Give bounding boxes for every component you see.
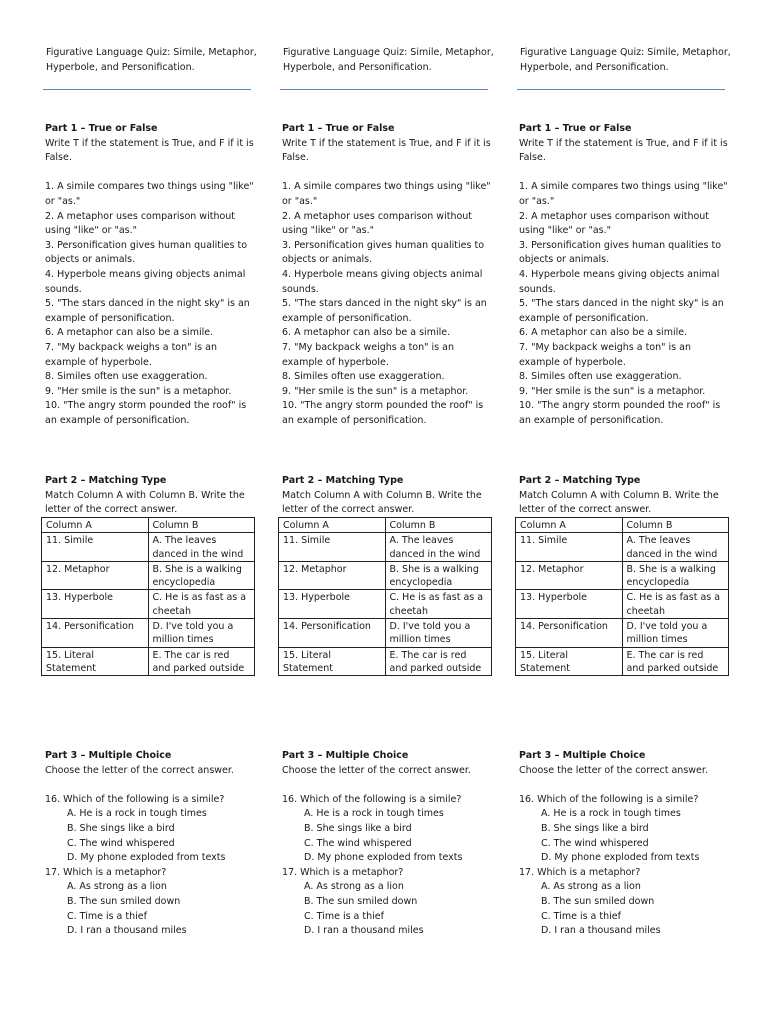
table-row <box>516 590 729 619</box>
part1-heading: Part 1 – True or False <box>282 123 395 134</box>
tf-item: 6. A metaphor can also be a simile. <box>519 327 688 339</box>
tf-item: 1. A simile compares two things using "like" or "as." <box>519 181 728 207</box>
column-b-cell: A. The leaves danced in the wind <box>622 533 729 562</box>
tf-item: 3. Personification gives human qualities to objects or animals. <box>519 239 722 266</box>
mc-option: D. I ran a thousand miles <box>67 925 187 937</box>
mc-question: 16. Which of the following is a simile? <box>282 793 462 805</box>
quiz-copy-1 <box>45 46 257 937</box>
mc-option: C. Time is a thief <box>304 910 384 922</box>
matching-table <box>515 517 729 676</box>
mc-question: 17. Which is a metaphor? <box>519 866 641 878</box>
part2-section <box>519 474 731 674</box>
tf-item: 4. Hyperbole means giving objects animal sounds. <box>519 268 720 295</box>
table-row <box>42 561 255 590</box>
column-a-cell: 11. Simile <box>42 533 149 562</box>
part1-section <box>45 122 257 428</box>
quiz-copy-2 <box>282 46 494 937</box>
mc-option: C. Time is a thief <box>541 910 621 922</box>
part1-heading: Part 1 – True or False <box>519 123 632 134</box>
column-b-cell: B. She is a walking encyclopedia <box>148 561 255 590</box>
mc-option: D. I ran a thousand miles <box>541 925 661 937</box>
column-a-cell: 12. Metaphor <box>42 561 149 590</box>
tf-item: 9. "Her smile is the sun" is a metaphor. <box>45 385 232 397</box>
quiz-title: Figurative Language Quiz: Simile, Metaphor, Hyperbole, and Personification. <box>46 47 257 73</box>
column-a-cell: 12. Metaphor <box>516 561 623 590</box>
mc-question: 16. Which of the following is a simile? <box>519 793 699 805</box>
tf-item: 2. A metaphor uses comparison without using "like" or "as." <box>45 210 236 237</box>
tf-item: 9. "Her smile is the sun" is a metaphor. <box>519 385 706 397</box>
table-row <box>279 647 492 676</box>
table-row <box>516 533 729 562</box>
mc-option: B. The sun smiled down <box>304 895 418 907</box>
tf-item: 8. Similes often use exaggeration. <box>519 371 682 383</box>
column-a-cell: 15. Literal Statement <box>516 647 623 676</box>
part2-section <box>282 474 494 674</box>
column-a-cell: 14. Personification <box>279 619 386 648</box>
mc-option: A. As strong as a lion <box>541 881 641 893</box>
column-a-cell: 15. Literal Statement <box>279 647 386 676</box>
column-a-cell: 14. Personification <box>42 619 149 648</box>
column-b-cell: A. The leaves danced in the wind <box>148 533 255 562</box>
mc-option: D. My phone exploded from texts <box>541 852 700 864</box>
matching-table <box>278 517 492 676</box>
mc-option: A. He is a rock in tough times <box>541 808 681 820</box>
matching-table <box>41 517 255 676</box>
part2-instruction: Match Column A with Column B. Write the letter of the correct answer. <box>282 489 482 516</box>
column-a-header: Column A <box>279 518 386 533</box>
tf-item: 9. "Her smile is the sun" is a metaphor. <box>282 385 469 397</box>
mc-option: B. She sings like a bird <box>67 822 175 834</box>
column-a-cell: 15. Literal Statement <box>42 647 149 676</box>
table-row <box>42 619 255 648</box>
part3-section <box>282 749 494 939</box>
mc-option: D. My phone exploded from texts <box>304 852 463 864</box>
mc-option: A. He is a rock in tough times <box>67 808 207 820</box>
table-header-row <box>42 518 255 533</box>
tf-item: 10. "The angry storm pounded the roof" is an example of personification. <box>282 400 484 426</box>
tf-item: 4. Hyperbole means giving objects animal sounds. <box>282 268 483 295</box>
column-b-cell: B. She is a walking encyclopedia <box>622 561 729 590</box>
tf-item: 7. "My backpack weighs a ton" is an example of hyperbole. <box>282 341 454 368</box>
table-row <box>279 590 492 619</box>
part3-heading: Part 3 – Multiple Choice <box>519 750 646 761</box>
table-row <box>279 533 492 562</box>
tf-item: 5. "The stars danced in the night sky" is an example of personification. <box>519 298 724 324</box>
part2-instruction: Match Column A with Column B. Write the letter of the correct answer. <box>519 489 719 516</box>
column-b-header: Column B <box>148 518 255 533</box>
part3-section <box>45 749 257 939</box>
tf-item: 10. "The angry storm pounded the roof" is an example of personification. <box>519 400 721 426</box>
table-row <box>42 647 255 676</box>
column-b-cell: C. He is as fast as a cheetah <box>385 590 492 619</box>
tf-item: 7. "My backpack weighs a ton" is an example of hyperbole. <box>45 341 217 368</box>
mc-option: D. My phone exploded from texts <box>67 852 226 864</box>
table-row <box>516 561 729 590</box>
column-b-cell: E. The car is red and parked outside <box>622 647 729 676</box>
mc-option: A. As strong as a lion <box>304 881 404 893</box>
column-a-cell: 11. Simile <box>516 533 623 562</box>
mc-option: C. The wind whispered <box>304 837 412 849</box>
mc-option: B. The sun smiled down <box>541 895 655 907</box>
table-row <box>516 647 729 676</box>
column-b-cell: B. She is a walking encyclopedia <box>385 561 492 590</box>
tf-item: 5. "The stars danced in the night sky" is an example of personification. <box>45 298 250 324</box>
tf-item: 10. "The angry storm pounded the roof" is an example of personification. <box>45 400 247 426</box>
column-b-cell: E. The car is red and parked outside <box>148 647 255 676</box>
title-underline <box>43 89 251 90</box>
column-b-cell: D. I've told you a million times <box>148 619 255 648</box>
title-underline <box>517 89 725 90</box>
tf-item: 6. A metaphor can also be a simile. <box>282 327 451 339</box>
tf-item: 3. Personification gives human qualities to objects or animals. <box>282 239 485 266</box>
column-a-cell: 13. Hyperbole <box>42 590 149 619</box>
mc-option: D. I ran a thousand miles <box>304 925 424 937</box>
part1-heading: Part 1 – True or False <box>45 123 158 134</box>
table-row <box>42 533 255 562</box>
part3-section <box>519 749 731 939</box>
mc-question: 17. Which is a metaphor? <box>282 866 404 878</box>
tf-item: 2. A metaphor uses comparison without using "like" or "as." <box>282 210 473 237</box>
mc-option: C. Time is a thief <box>67 910 147 922</box>
column-b-header: Column B <box>385 518 492 533</box>
mc-option: A. As strong as a lion <box>67 881 167 893</box>
mc-question: 16. Which of the following is a simile? <box>45 793 225 805</box>
column-a-cell: 11. Simile <box>279 533 386 562</box>
part1-instruction: Write T if the statement is True, and F if it is False. <box>45 137 254 164</box>
tf-item: 1. A simile compares two things using "like" or "as." <box>282 181 491 207</box>
part1-instruction: Write T if the statement is True, and F if it is False. <box>519 137 728 164</box>
mc-option: C. The wind whispered <box>67 837 175 849</box>
column-b-cell: A. The leaves danced in the wind <box>385 533 492 562</box>
tf-item: 6. A metaphor can also be a simile. <box>45 327 214 339</box>
column-b-cell: C. He is as fast as a cheetah <box>622 590 729 619</box>
column-b-header: Column B <box>622 518 729 533</box>
column-b-cell: D. I've told you a million times <box>385 619 492 648</box>
part3-instruction: Choose the letter of the correct answer. <box>45 764 234 776</box>
part1-instruction: Write T if the statement is True, and F if it is False. <box>282 137 491 164</box>
title-underline <box>280 89 488 90</box>
part3-heading: Part 3 – Multiple Choice <box>45 750 172 761</box>
tf-item: 8. Similes often use exaggeration. <box>45 371 208 383</box>
column-a-cell: 13. Hyperbole <box>516 590 623 619</box>
column-a-cell: 12. Metaphor <box>279 561 386 590</box>
tf-item: 1. A simile compares two things using "like" or "as." <box>45 181 254 207</box>
tf-item: 7. "My backpack weighs a ton" is an example of hyperbole. <box>519 341 691 368</box>
part2-heading: Part 2 – Matching Type <box>45 475 167 486</box>
table-row <box>279 561 492 590</box>
column-a-header: Column A <box>516 518 623 533</box>
table-row <box>516 619 729 648</box>
quiz-title: Figurative Language Quiz: Simile, Metaphor, Hyperbole, and Personification. <box>283 47 494 73</box>
column-b-cell: C. He is as fast as a cheetah <box>148 590 255 619</box>
tf-item: 3. Personification gives human qualities to objects or animals. <box>45 239 248 266</box>
mc-option: A. He is a rock in tough times <box>304 808 444 820</box>
mc-question: 17. Which is a metaphor? <box>45 866 167 878</box>
column-a-header: Column A <box>42 518 149 533</box>
column-b-cell: D. I've told you a million times <box>622 619 729 648</box>
table-header-row <box>516 518 729 533</box>
part2-heading: Part 2 – Matching Type <box>519 475 641 486</box>
mc-option: C. The wind whispered <box>541 837 649 849</box>
table-header-row <box>279 518 492 533</box>
table-row <box>42 590 255 619</box>
quiz-title: Figurative Language Quiz: Simile, Metaphor, Hyperbole, and Personification. <box>520 47 731 73</box>
tf-item: 5. "The stars danced in the night sky" is an example of personification. <box>282 298 487 324</box>
part3-instruction: Choose the letter of the correct answer. <box>282 764 471 776</box>
tf-item: 2. A metaphor uses comparison without using "like" or "as." <box>519 210 710 237</box>
column-a-cell: 14. Personification <box>516 619 623 648</box>
part1-section <box>282 122 494 428</box>
tf-item: 4. Hyperbole means giving objects animal sounds. <box>45 268 246 295</box>
part2-section <box>45 474 257 674</box>
table-row <box>279 619 492 648</box>
column-a-cell: 13. Hyperbole <box>279 590 386 619</box>
part3-heading: Part 3 – Multiple Choice <box>282 750 409 761</box>
mc-option: B. She sings like a bird <box>541 822 649 834</box>
tf-item: 8. Similes often use exaggeration. <box>282 371 445 383</box>
mc-option: B. She sings like a bird <box>304 822 412 834</box>
part3-instruction: Choose the letter of the correct answer. <box>519 764 708 776</box>
part2-heading: Part 2 – Matching Type <box>282 475 404 486</box>
quiz-copy-3 <box>519 46 731 937</box>
column-b-cell: E. The car is red and parked outside <box>385 647 492 676</box>
part2-instruction: Match Column A with Column B. Write the letter of the correct answer. <box>45 489 245 516</box>
part1-section <box>519 122 731 428</box>
mc-option: B. The sun smiled down <box>67 895 181 907</box>
